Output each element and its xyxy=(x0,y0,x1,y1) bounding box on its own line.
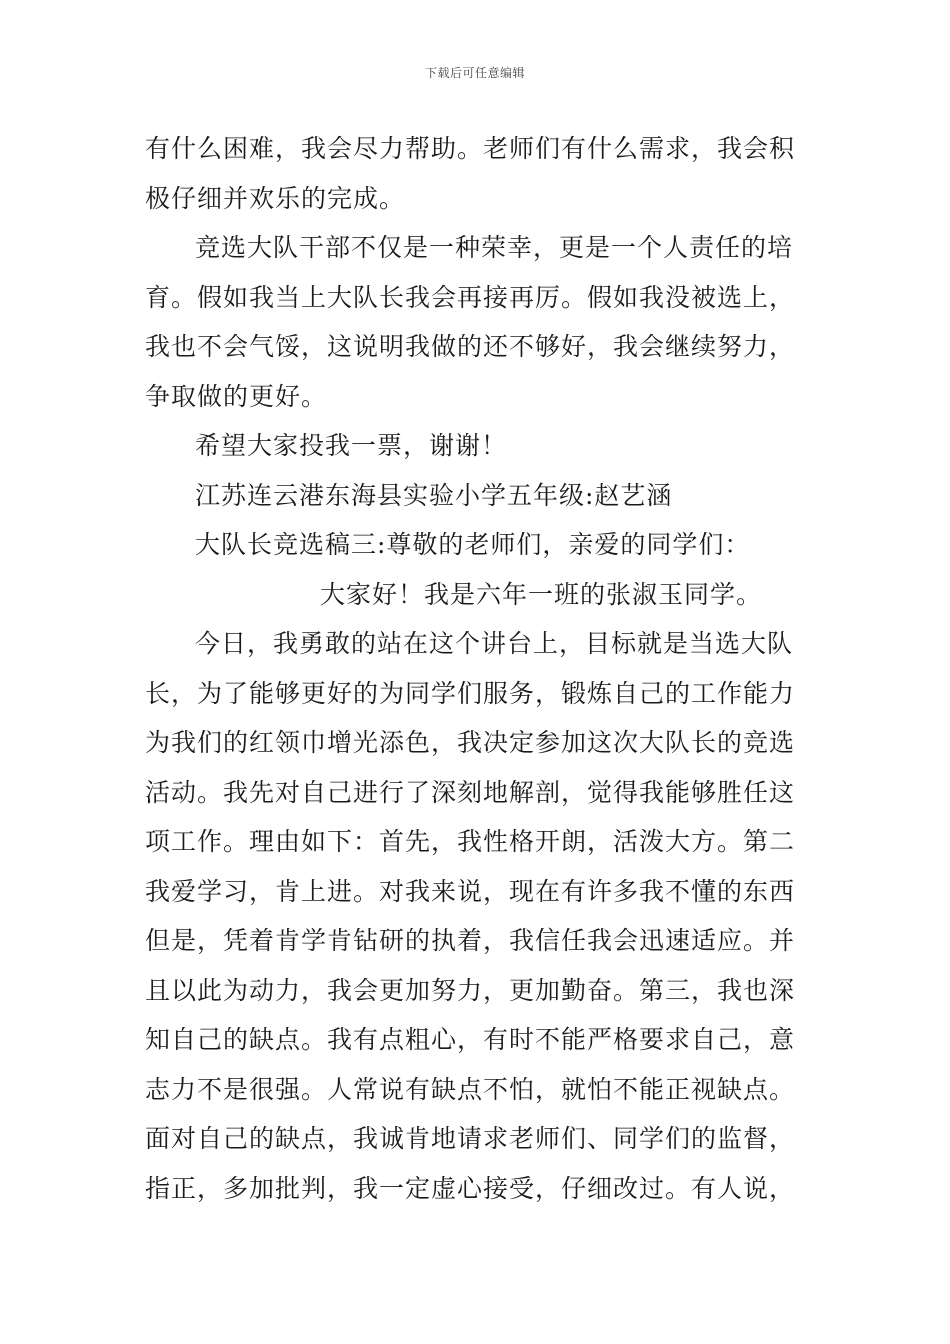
text-line: 项工作。理由如下：首先，我性格开朗，活泼大方。第二 xyxy=(145,827,796,856)
text-line: 竞选大队干部不仅是一种荣幸，更是一个人责任的培 xyxy=(195,233,794,262)
text-line: 我爱学习，肯上进。对我来说，现在有许多我不懂的东西 xyxy=(145,876,796,906)
text-line: 且以此为动力，我会更加努力，更加勤奋。第三，我也深 xyxy=(145,975,796,1005)
text-line: 长，为了能够更好的为同学们服务，锻炼自己的工作能力 xyxy=(145,678,796,708)
text-line: 大家好！我是六年一班的张淑玉同学。 xyxy=(320,579,763,609)
text-line: 我也不会气馁，这说明我做的还不够好，我会继续努力， xyxy=(145,332,796,361)
text-line: 极仔细并欢乐的完成。 xyxy=(145,183,406,213)
text-line: 大队长竞选稿三:尊敬的老师们，亲爱的同学们： xyxy=(195,530,751,559)
text-line: 面对自己的缺点，我诚肯地请求老师们、同学们的监督， xyxy=(145,1124,796,1153)
header-note: 下载后可任意编辑 xyxy=(424,66,525,80)
text-line: 希望大家投我一票，谢谢！ xyxy=(195,431,508,460)
text-line: 江苏连云港东海县实验小学五年级:赵艺涵 xyxy=(195,480,673,510)
text-line: 争取做的更好。 xyxy=(145,381,328,411)
document-body xyxy=(145,124,810,1213)
text-line: 活动。我先对自己进行了深刻地解剖，觉得我能够胜任这 xyxy=(145,777,796,807)
text-line: 为我们的红领巾增光添色，我决定参加这次大队长的竞选 xyxy=(145,728,796,757)
text-line: 知自己的缺点。我有点粗心，有时不能严格要求自己，意 xyxy=(145,1025,796,1054)
text-line: 有什么困难，我会尽力帮助。老师们有什么需求，我会积 xyxy=(145,134,796,163)
text-line: 志力不是很强。人常说有缺点不怕，就怕不能正视缺点。 xyxy=(145,1074,796,1104)
text-line: 育。假如我当上大队长我会再接再厉。假如我没被选上， xyxy=(145,282,796,312)
text-line: 今日，我勇敢的站在这个讲台上，目标就是当选大队 xyxy=(195,629,794,658)
text-line: 但是，凭着肯学肯钻研的执着，我信任我会迅速适应。并 xyxy=(145,926,796,955)
text-line: 指正，多加批判，我一定虚心接受，仔细改过。有人说， xyxy=(145,1173,796,1203)
